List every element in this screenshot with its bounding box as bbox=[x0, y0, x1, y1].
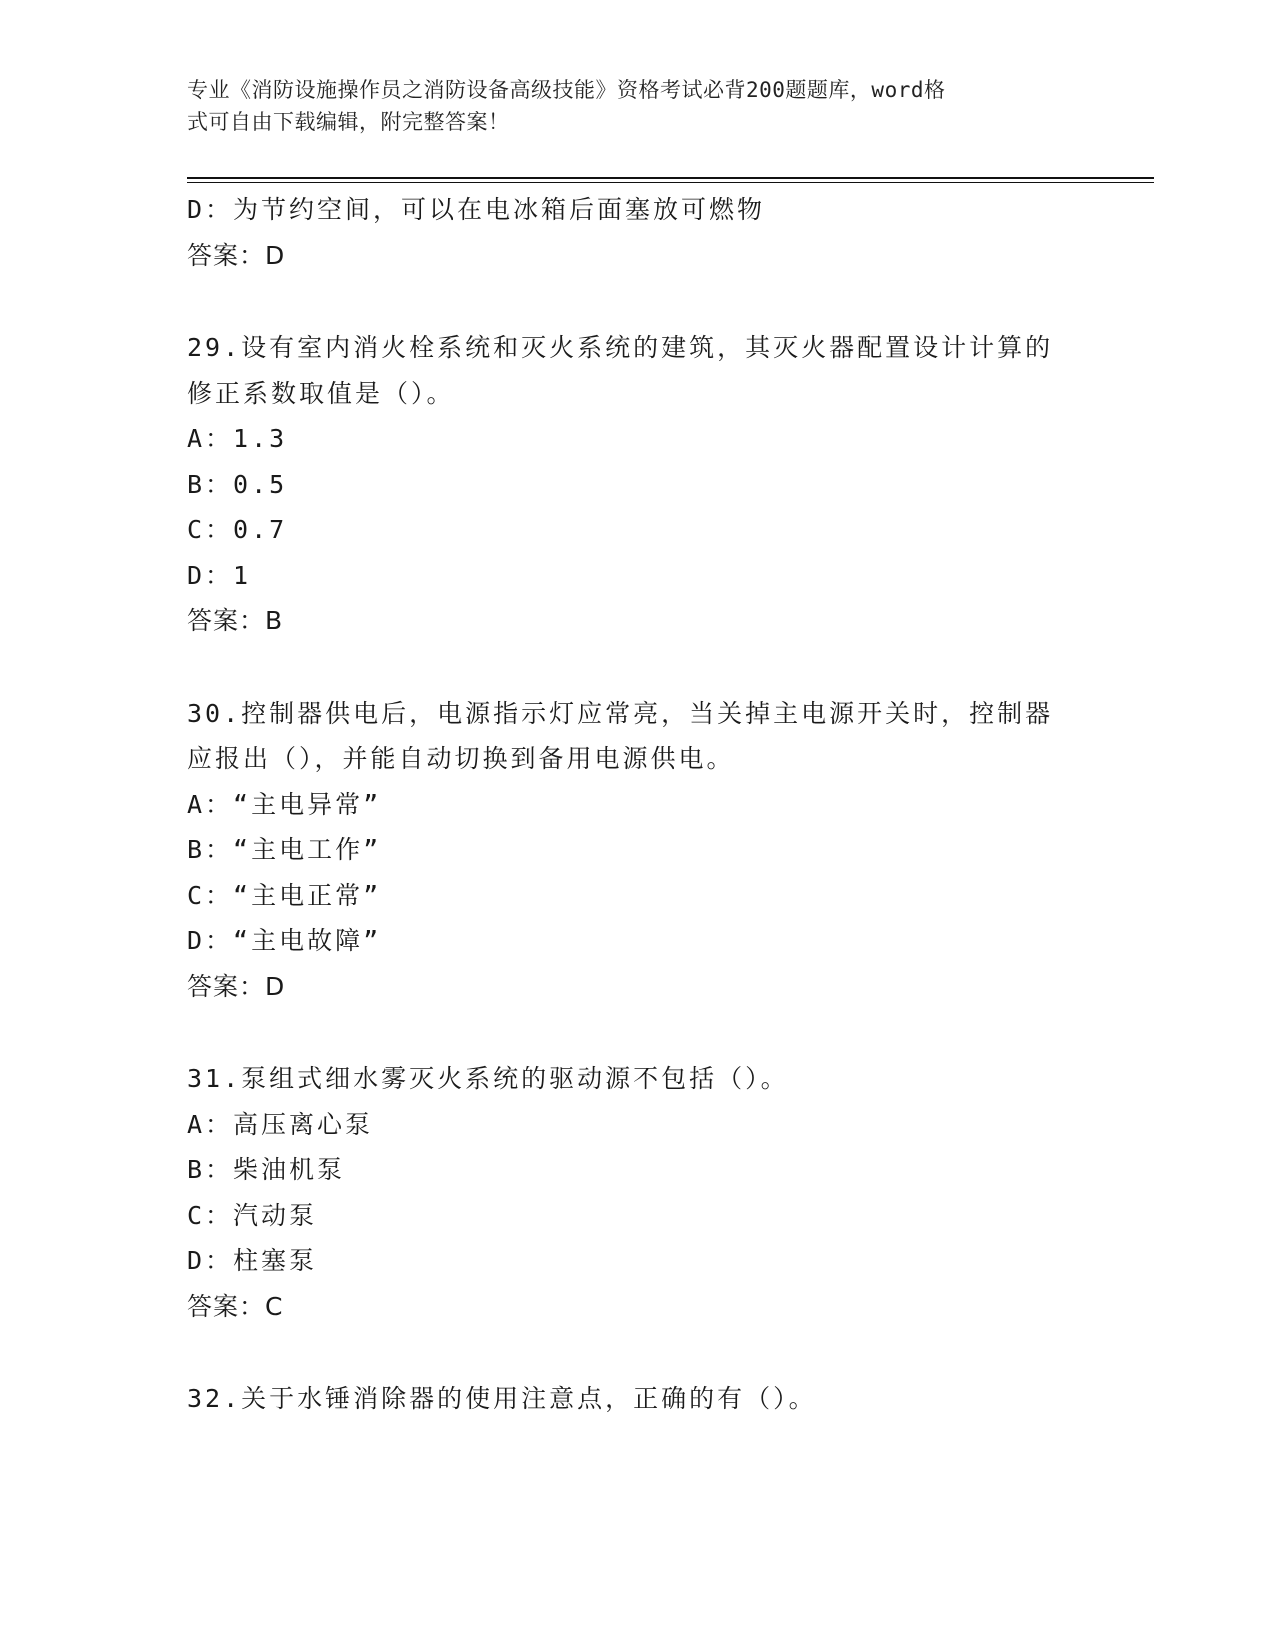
question-stem-continued: 应报出（），并能自动切换到备用电源供电。 bbox=[187, 744, 735, 773]
question-30 bbox=[187, 691, 1087, 1010]
option-a: A：“主电异常” bbox=[187, 789, 382, 819]
question-list bbox=[187, 187, 1087, 1422]
question-31 bbox=[187, 1056, 1087, 1329]
page-header bbox=[187, 74, 1067, 138]
question-32 bbox=[187, 1376, 1087, 1422]
option-c: C：“主电正常” bbox=[187, 880, 382, 910]
header-line-1: 专业《消防设施操作员之消防设备高级技能》资格考试必背200题题库，word格 bbox=[187, 78, 946, 102]
option-d: D：“主电故障” bbox=[187, 926, 382, 955]
question-stem: 30.控制器供电后，电源指示灯应常亮，当关掉主电源开关时，控制器 bbox=[187, 698, 1054, 728]
answer-line: 答案：D bbox=[187, 240, 286, 270]
option-a: A：1.3 bbox=[187, 424, 288, 453]
question-stem-continued: 修正系数取值是（）。 bbox=[187, 378, 455, 408]
option-d: D：为节约空间，可以在电冰箱后面塞放可燃物 bbox=[187, 195, 766, 224]
spacer bbox=[187, 644, 1087, 691]
option-d: D：柱塞泵 bbox=[187, 1246, 318, 1275]
answer-line: 答案：C bbox=[187, 1291, 284, 1321]
header-divider-thick bbox=[187, 177, 1154, 179]
spacer bbox=[187, 1329, 1087, 1376]
question-stem: 29.设有室内消火栓系统和灭火系统的建筑，其灭火器配置设计计算的 bbox=[187, 333, 1054, 362]
option-a: A：高压离心泵 bbox=[187, 1109, 374, 1139]
question-stem: 32.关于水锤消除器的使用注意点，正确的有（）。 bbox=[187, 1384, 817, 1413]
question-stem: 31.泵组式细水雾灭火系统的驱动源不包括（）。 bbox=[187, 1064, 789, 1093]
question-28-fragment bbox=[187, 187, 1087, 278]
question-29 bbox=[187, 325, 1087, 644]
option-d: D：1 bbox=[187, 560, 252, 590]
option-b: B：0.5 bbox=[187, 469, 288, 499]
header-line-2: 式可自由下载编辑，附完整答案！ bbox=[187, 110, 510, 134]
option-c: C：0.7 bbox=[187, 515, 288, 544]
option-c: C：汽动泵 bbox=[187, 1200, 318, 1230]
answer-line: 答案：D bbox=[187, 971, 286, 1001]
spacer bbox=[187, 1009, 1087, 1056]
spacer bbox=[187, 278, 1087, 325]
answer-line: 答案：B bbox=[187, 606, 284, 635]
option-b: B：柴油机泵 bbox=[187, 1155, 346, 1184]
option-b: B：“主电工作” bbox=[187, 835, 382, 864]
header-divider-thin bbox=[187, 182, 1154, 183]
